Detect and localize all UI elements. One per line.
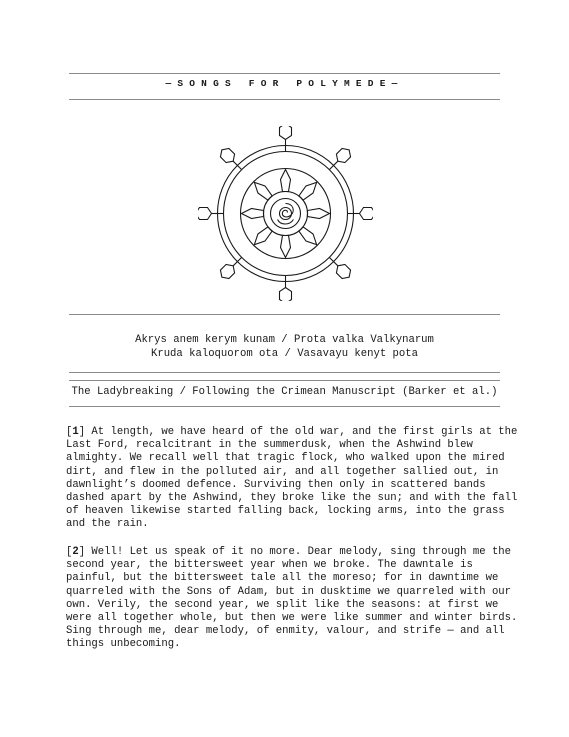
paragraph-line: quarreled with the Sons of Adam, but in dusktime we quarreled with our bbox=[66, 585, 512, 598]
header-title: —SONGS FOR POLYMEDE— bbox=[165, 78, 404, 89]
paragraph-line: dirt, and flew in the polluted air, and all together sallied out, in bbox=[66, 465, 499, 478]
paragraph-line: Last Ford, recalcitrant in the summerdusk, when the Ashwind blew bbox=[66, 439, 473, 452]
paragraph-number: 1 bbox=[72, 426, 79, 438]
paragraph-line: own. Verily, the second year, we split like the seasons: at first we bbox=[66, 598, 499, 611]
paragraph-line: dashed apart by the Ashwind, they broke like the sun; and with the fall bbox=[66, 492, 518, 505]
paragraph-line: things unbecoming. bbox=[66, 638, 181, 651]
paragraph-line: of heaven likewise started falling back, locking arms, into the grass bbox=[66, 505, 505, 518]
paragraph-line: painful, but the bittersweet tale all the moreso; for in dawntime we bbox=[66, 572, 499, 585]
paragraph-line: dawnlight’s doomed defence. Surviving then only in scattered bands bbox=[66, 478, 486, 491]
verse-rule-top bbox=[69, 314, 500, 315]
subtitle-rule-bottom bbox=[69, 406, 500, 407]
verse-line-2: Kruda kaloquorom ota / Vasavayu kenyt pota bbox=[150, 348, 418, 360]
header-rule-bottom bbox=[69, 99, 500, 100]
paragraph-line: Sing through me, dear melody, of enmity, valour, and strife — and all bbox=[66, 625, 505, 638]
paragraph-number: 2 bbox=[72, 546, 79, 558]
paragraph-1: [1] At length, we have heard of the old war, and the first girls at the Last Ford, recalcitrant in the summerdusk, when the Ashwind blew almighty. We recall well that tragic flock, who walked upon the mired dirt, and flew in the polluted air, and all together sallied out, in dawnlight’s doomed defence. Surviving then only in scattered bands dashed apart by the Ashwind, they broke like the sun; and with the fall of heaven likewise started falling back, locking arms, into the grass and the rain. bbox=[66, 426, 518, 531]
paragraph-line: second year, the bittersweet year when we broke. The dawntale is bbox=[66, 559, 473, 572]
paragraph-line: almighty. We recall well that tragic flock, who walked upon the mired bbox=[66, 452, 505, 465]
paragraph-line: and the rain. bbox=[66, 518, 149, 531]
subtitle-rule-top bbox=[69, 380, 500, 381]
dharma-wheel-icon bbox=[198, 126, 373, 301]
paragraph-line: were all together whole, but then we were like summer and winter birds. bbox=[66, 612, 518, 625]
verse-line-1: Akrys anem kerym kunam / Prota valka Valkynarum bbox=[135, 334, 434, 346]
subtitle: The Ladybreaking / Following the Crimean Manuscript (Barker et al.) bbox=[71, 386, 498, 398]
paragraph-line: ] At length, we have heard of the old war, and the first girls at the bbox=[78, 426, 518, 438]
verse-rule-bottom bbox=[69, 372, 500, 373]
header-rule-top bbox=[69, 73, 500, 74]
paragraph-2: [2] Well! Let us speak of it no more. Dear melody, sing through me the second year, the bittersweet year when we broke. The dawntale is painful, but the bittersweet tale all the moreso; for in dawntime we quarreled with the Sons of Adam, but in dusktime we quarreled with our own. Verily, the second year, we split like the seasons: at first we were all together whole, but then we were like summer and winter birds. Sing through me, dear melody, of enmity, valour, and strife — and all things unbecoming. bbox=[66, 546, 518, 651]
paragraph-line: ] Well! Let us speak of it no more. Dear melody, sing through me the bbox=[78, 546, 512, 558]
